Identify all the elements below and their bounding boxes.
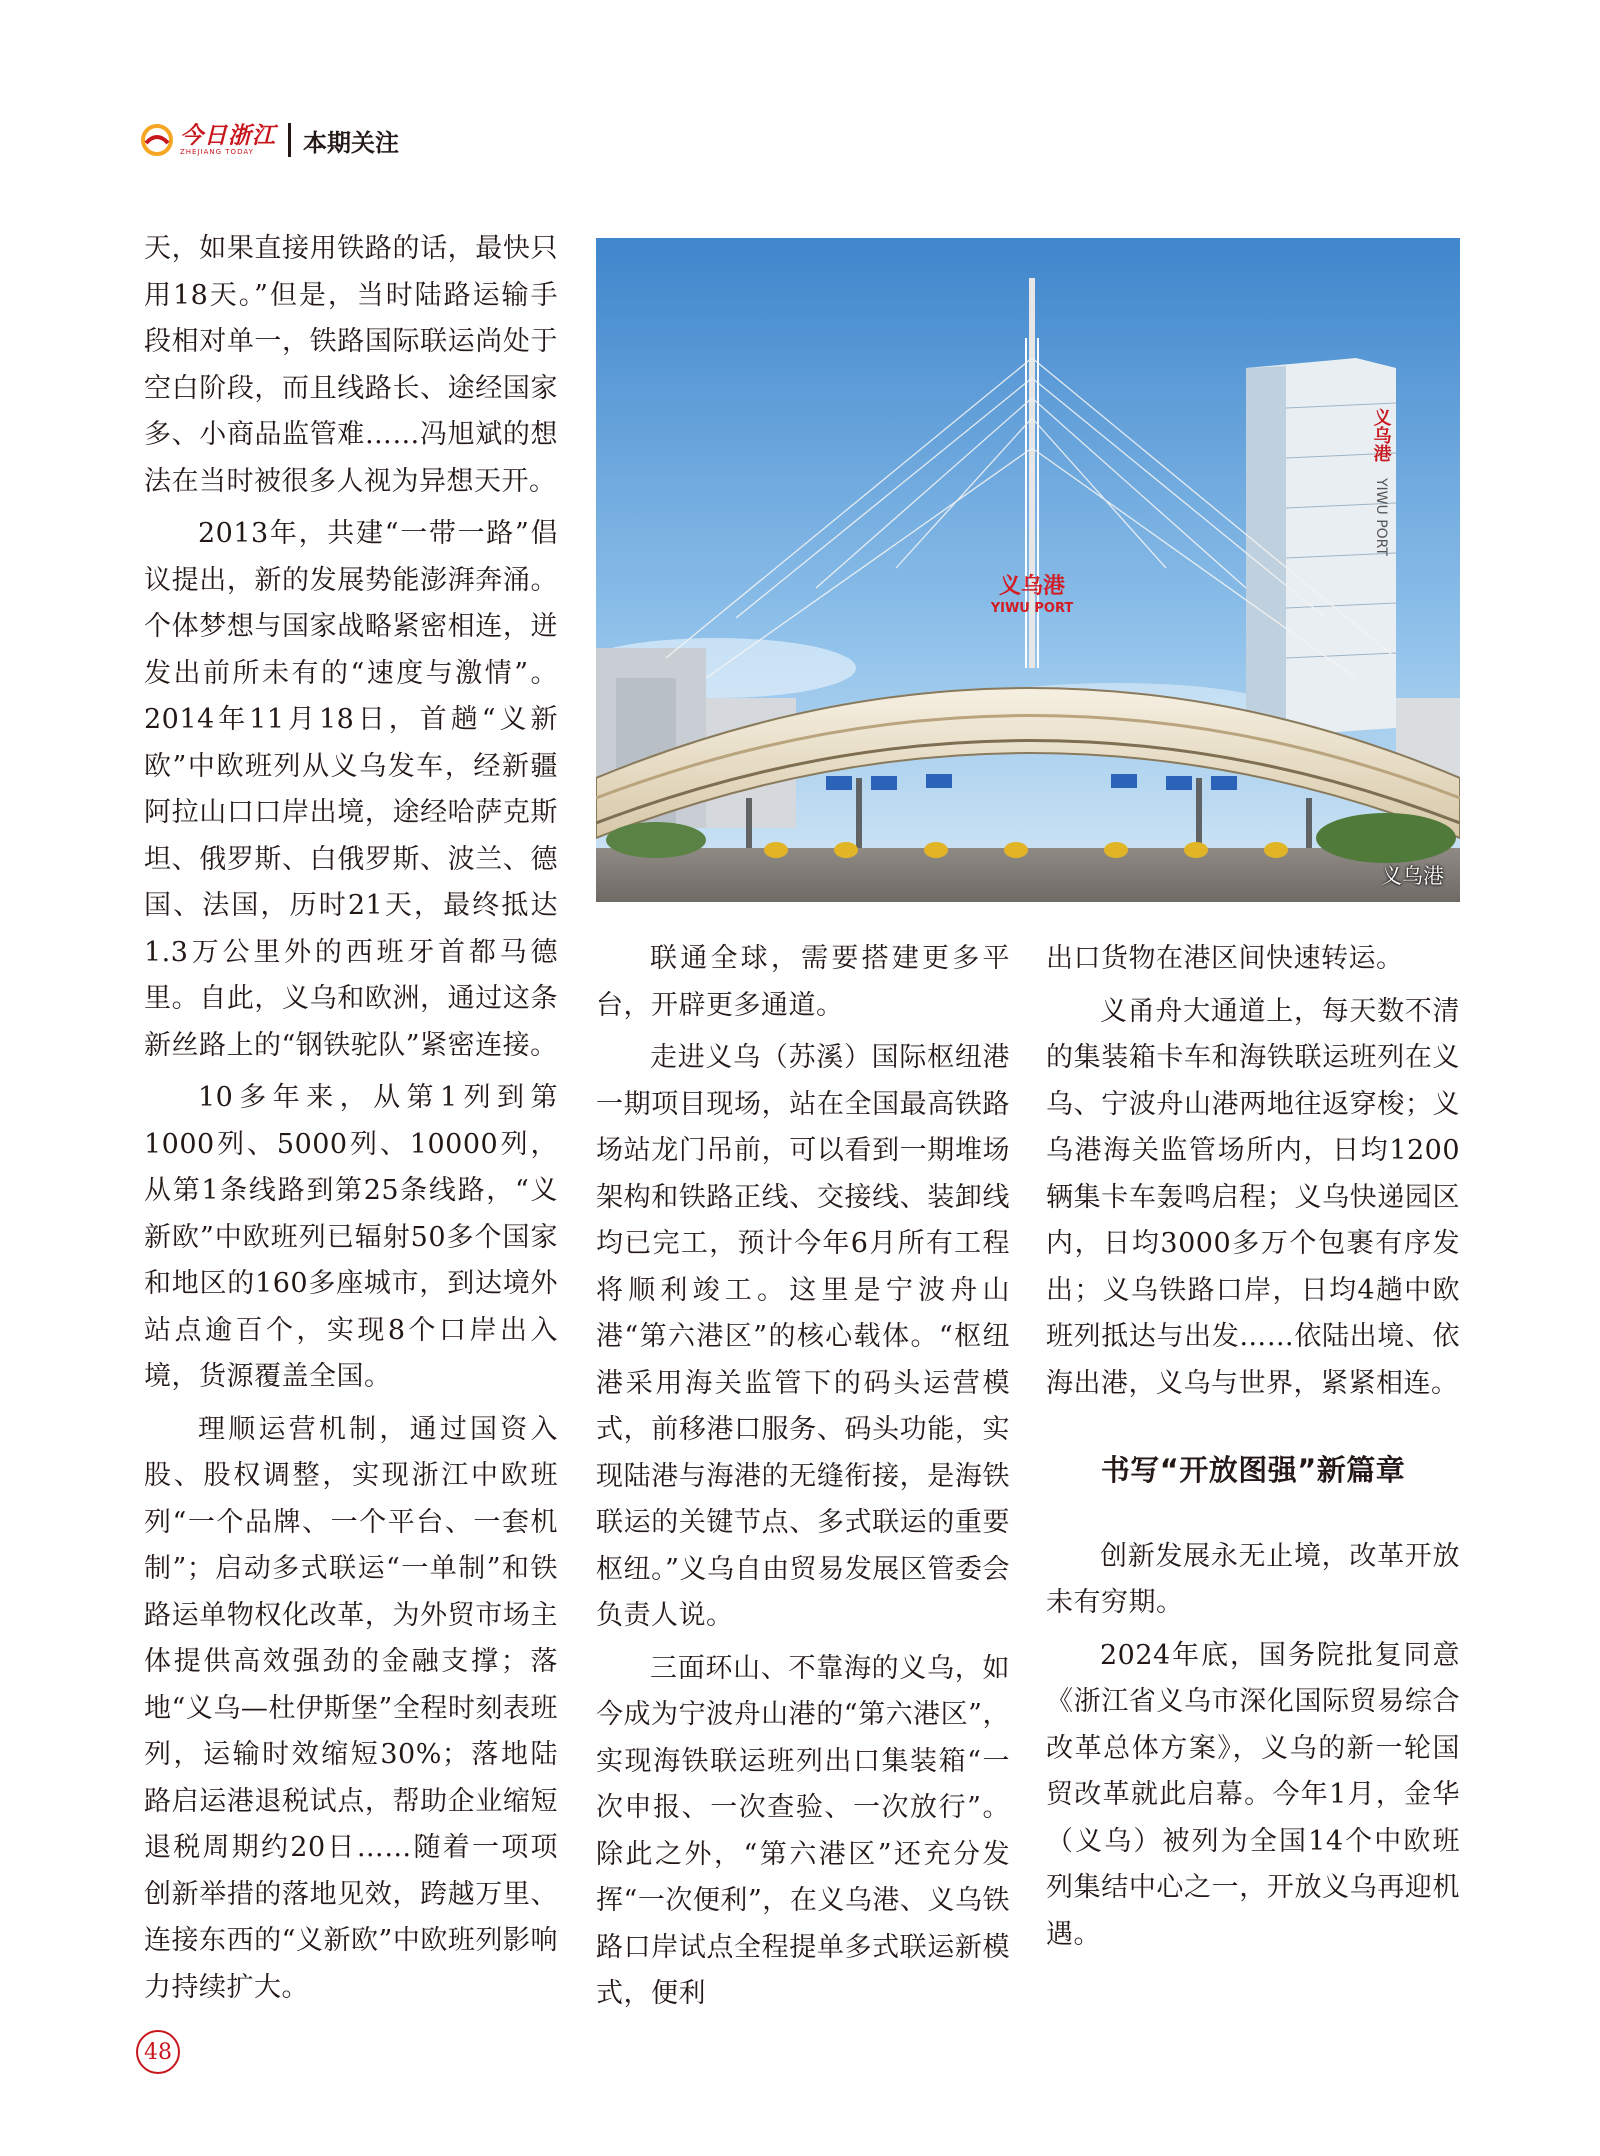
logo-cn: 今日浙江 — [180, 122, 276, 149]
paragraph: 天，如果直接用铁路的话，最快只用18天。”但是，当时陆路运输手段相对单一，铁路国际联运尚处于空白阶段，而且线路长、途经国家多、小商品监管难……冯旭斌的想法在当时被很多人视为异想天开。 — [144, 233, 558, 497]
mast-sign-cn: 义乌港 — [998, 574, 1066, 599]
subheading: 书写“开放图强”新篇章 — [1100, 1453, 1406, 1487]
paragraph: 2024年底，国务院批复同意《浙江省义乌市深化国际贸易综合改革总体方案》，义乌的新一轮国贸改革就此启幕。今年1月，金华（义乌）被列为全国14个中欧班列集结中心之一，开放义乌再迎机遇。 — [1046, 1639, 1460, 1950]
paragraph: 出口货物在港区间快速转运。 — [1046, 943, 1404, 974]
section-title: 本期关注 — [303, 128, 399, 157]
photo-caption: 义乌港 — [1381, 864, 1444, 888]
paragraph: 理顺运营机制，通过国资入股、股权调整，实现浙江中欧班列“一个品牌、一个平台、一套机制”；启动多式联运“一单制”和铁路运单物权化改革，为外贸市场主体提供高效强劲的金融支撑；落地“义乌—杜伊斯堡”全程时刻表班列，运输时效缩短30%；落地陆路启运港退税试点，帮助企业缩短退税周期约20日……随着一项项创新举措的落地见效，跨越万里、连接东西的“义新欧”中欧班列影响力持续扩大。 — [144, 1413, 558, 2003]
paragraph: 走进义乌（苏溪）国际枢纽港一期项目现场，站在全国最高铁路场站龙门吊前，可以看到一期堆场架构和铁路正线、交接线、装卸线均已完工，预计今年6月所有工程将顺利竣工。这里是宁波舟山港“第六港区”的核心载体。“枢纽港采用海关监管下的码头运营模式，前移港口服务、码头功能，实现陆港与海港的无缝衔接，是海铁联运的关键节点、多式联运的重要枢纽。”义乌自由贸易发展区管委会负责人说。 — [596, 1042, 1010, 1631]
logo-en: ZHEJIANG TODAY — [180, 147, 254, 156]
zhejiang-today-logo — [140, 123, 276, 157]
paragraph: 2013年，共建“一带一路”倡议提出，新的发展势能澎湃奔涌。个体梦想与国家战略紧密相连，迸发出前所未有的“速度与激情”。2014年11月18日，首趟“义新欧”中欧班列从义乌发车，经新疆阿拉山口口岸出境，途经哈萨克斯坦、俄罗斯、白俄罗斯、波兰、德国、法国，历时21天，最终抵达1.3万公里外的西班牙首都马德里。自此，义乌和欧洲，通过这条新丝路上的“钢铁驼队”紧密连接。 — [144, 518, 558, 1061]
article-column-2 — [596, 936, 1010, 2024]
header-divider — [288, 123, 291, 157]
logo-text — [180, 124, 276, 157]
yiwu-port-photo — [596, 238, 1460, 902]
article-column-3 — [1046, 936, 1460, 1964]
paragraph: 义甬舟大通道上，每天数不清的集装箱卡车和海铁联运班列在义乌、宁波舟山港两地往返穿梭；义乌港海关监管场所内，日均1200辆集卡车轰鸣启程；义乌快递园区内，日均3000多万个包裹有序发出；义乌铁路口岸，日均4趟中欧班列抵达与出发……依陆出境、依海出港，义乌与世界，紧紧相连。 — [1046, 995, 1460, 1399]
paragraph: 创新发展永无止境，改革开放未有穷期。 — [1046, 1540, 1460, 1618]
yiwu-port-illustration — [596, 238, 1460, 902]
paragraph: 联通全球，需要搭建更多平台，开辟更多通道。 — [596, 943, 1010, 1021]
paragraph: 10多年来，从第1列到第1000列、5000列、10000列，从第1条线路到第25条线路，“义新欧”中欧班列已辐射50多个国家和地区的160多座城市，到达境外站点逾百个，实现8个口岸出入境，货源覆盖全国。 — [144, 1082, 558, 1392]
sun-logo-icon — [140, 123, 174, 157]
page-number: 48 — [136, 2030, 180, 2074]
building-sign-en: YIWU PORT — [1373, 478, 1389, 556]
article-column-1 — [144, 226, 558, 2017]
page-header — [140, 118, 399, 162]
mast-sign-en: YIWU PORT — [990, 601, 1074, 616]
paragraph: 三面环山、不靠海的义乌，如今成为宁波舟山港的“第六港区”，实现海铁联运班列出口集装箱“一次申报、一次查验、一次放行”。除此之外，“第六港区”还充分发挥“一次便利”，在义乌港、义乌铁路口岸试点全程提单多式联运新模式，便利 — [596, 1652, 1010, 2009]
building-sign-cn: 义乌港 — [1370, 408, 1392, 462]
